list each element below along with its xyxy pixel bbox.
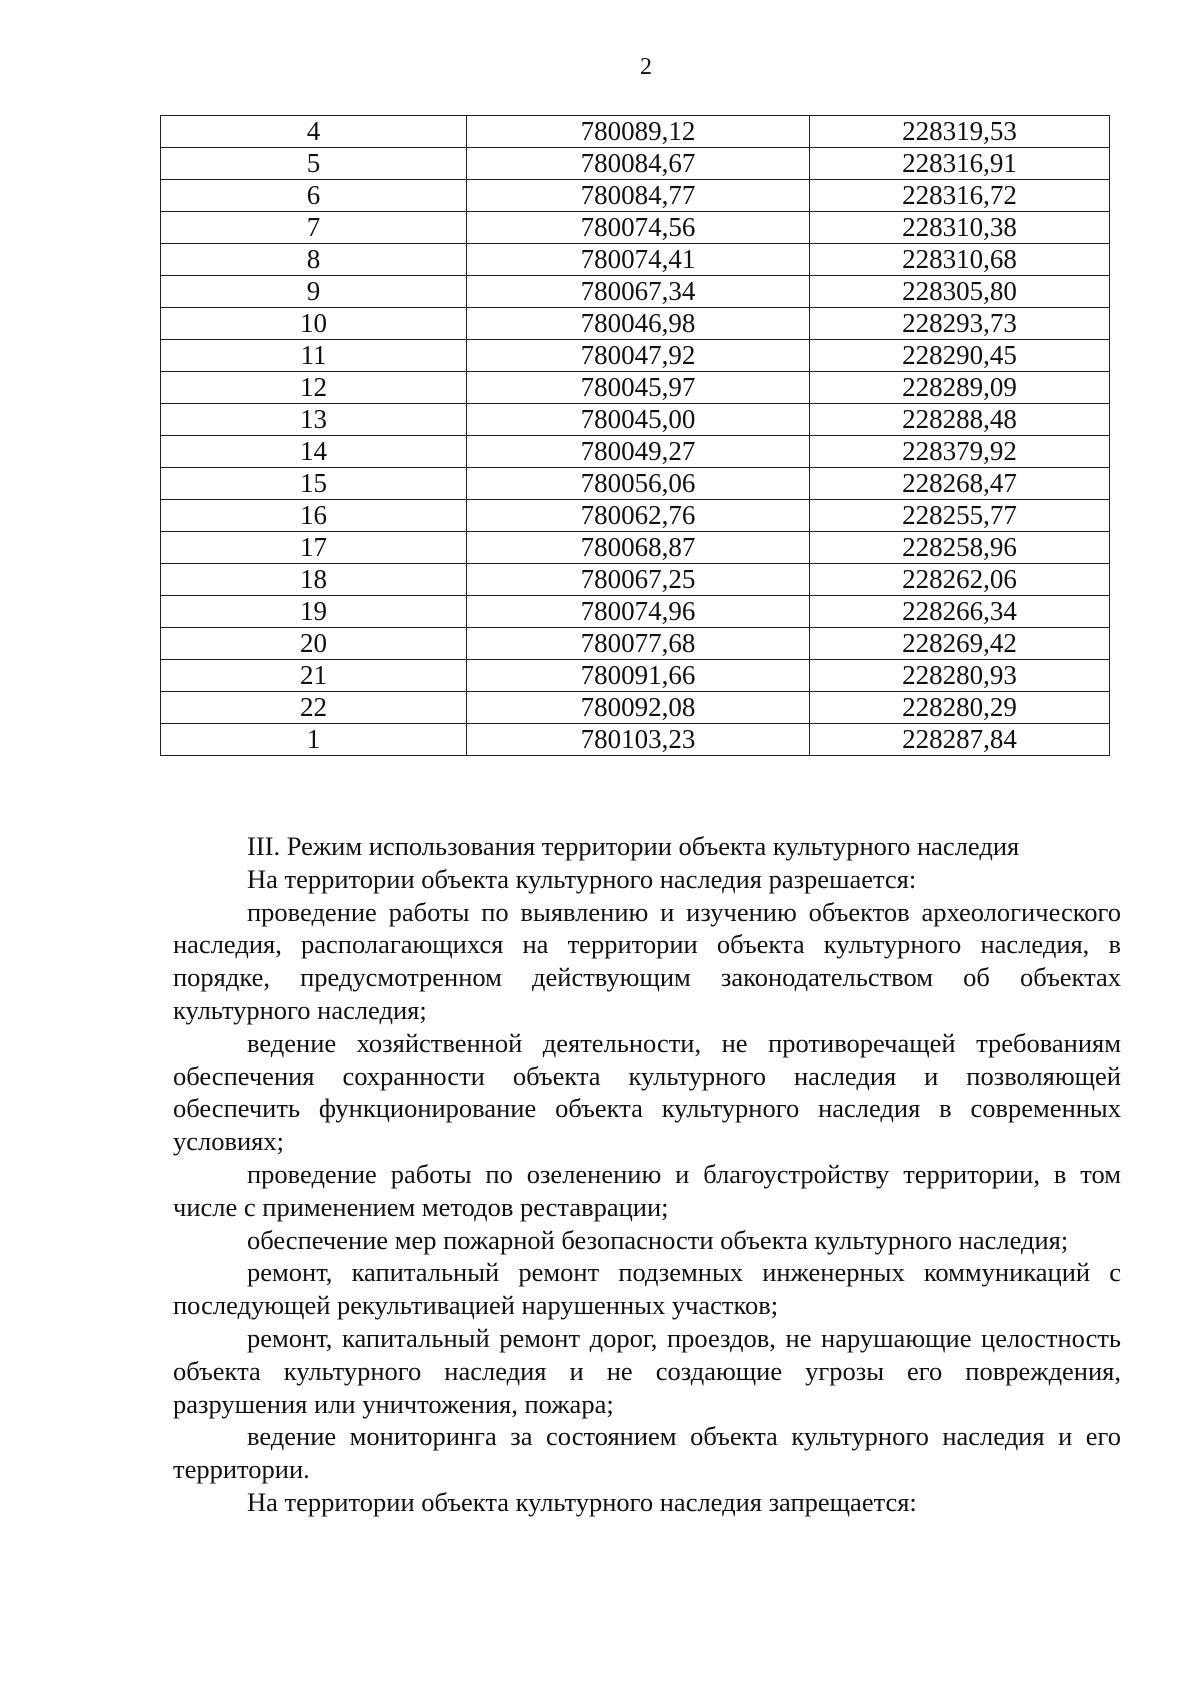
x-coordinate-cell: 780049,27 [467, 436, 810, 468]
y-coordinate-cell: 228305,80 [810, 276, 1110, 308]
y-coordinate-cell: 228280,93 [810, 660, 1110, 692]
point-number-cell: 21 [161, 660, 467, 692]
table-row [161, 724, 1110, 756]
table-row [161, 564, 1110, 596]
table-row [161, 628, 1110, 660]
point-number-cell: 10 [161, 308, 467, 340]
x-coordinate-cell: 780062,76 [467, 500, 810, 532]
y-coordinate-cell: 228288,48 [810, 404, 1110, 436]
point-number-cell: 6 [161, 180, 467, 212]
point-number-cell: 18 [161, 564, 467, 596]
x-coordinate-cell: 780089,12 [467, 116, 810, 148]
table-row [161, 212, 1110, 244]
point-number-cell: 15 [161, 468, 467, 500]
x-coordinate-cell: 780067,34 [467, 276, 810, 308]
point-number-cell: 1 [161, 724, 467, 756]
point-number-cell: 4 [161, 116, 467, 148]
section-text [173, 830, 1121, 1519]
y-coordinate-cell: 228258,96 [810, 532, 1110, 564]
y-coordinate-cell: 228287,84 [810, 724, 1110, 756]
y-coordinate-cell: 228269,42 [810, 628, 1110, 660]
y-coordinate-cell: 228266,34 [810, 596, 1110, 628]
paragraph-landscaping: проведение работы по озеленению и благоустройству территории, в том числе с применением методов реставрации; [173, 1158, 1121, 1222]
x-coordinate-cell: 780074,41 [467, 244, 810, 276]
y-coordinate-cell: 228262,06 [810, 564, 1110, 596]
point-number-cell: 7 [161, 212, 467, 244]
table-row [161, 468, 1110, 500]
table-row [161, 596, 1110, 628]
y-coordinate-cell: 228255,77 [810, 500, 1110, 532]
table-row [161, 372, 1110, 404]
paragraph-monitoring: ведение мониторинга за состоянием объекта культурного наследия и его территории. [173, 1421, 1121, 1485]
y-coordinate-cell: 228290,45 [810, 340, 1110, 372]
point-number-cell: 9 [161, 276, 467, 308]
table-row [161, 276, 1110, 308]
page-number: 2 [640, 54, 652, 80]
paragraph-roads-repair: ремонт, капитальный ремонт дорог, проездов, не нарушающие целостность объекта культурного наследия и не создающие угрозы его повреждения, разрушения или уничтожения, пожара; [173, 1322, 1121, 1419]
paragraph-archaeological-work: проведение работы по выявлению и изучению объектов археологического наследия, располагающихся на территории объекта культурного наследия, в порядке, предусмотренном действующим законодательством об объектах культурного наследия; [173, 896, 1121, 1025]
y-coordinate-cell: 228268,47 [810, 468, 1110, 500]
paragraph-permitted-intro: На территории объекта культурного наследия разрешается: [247, 863, 917, 894]
x-coordinate-cell: 780084,77 [467, 180, 810, 212]
x-coordinate-cell: 780077,68 [467, 628, 810, 660]
point-number-cell: 8 [161, 244, 467, 276]
point-number-cell: 11 [161, 340, 467, 372]
x-coordinate-cell: 780074,96 [467, 596, 810, 628]
coordinates-table-body [161, 116, 1110, 756]
x-coordinate-cell: 780084,67 [467, 148, 810, 180]
paragraph-utilities-repair: ремонт, капитальный ремонт подземных инженерных коммуникаций с последующей рекультивацией нарушенных участков; [173, 1257, 1121, 1321]
x-coordinate-cell: 780045,00 [467, 404, 810, 436]
table-row [161, 308, 1110, 340]
x-coordinate-cell: 780056,06 [467, 468, 810, 500]
table-row [161, 148, 1110, 180]
paragraph-prohibited-intro: На территории объекта культурного наследия запрещается: [247, 1486, 917, 1517]
point-number-cell: 16 [161, 500, 467, 532]
coordinates-table [160, 115, 1110, 756]
table-row [161, 340, 1110, 372]
point-number-cell: 20 [161, 628, 467, 660]
table-row [161, 244, 1110, 276]
table-row [161, 180, 1110, 212]
y-coordinate-cell: 228316,72 [810, 180, 1110, 212]
y-coordinate-cell: 228280,29 [810, 692, 1110, 724]
point-number-cell: 12 [161, 372, 467, 404]
table-row [161, 404, 1110, 436]
point-number-cell: 14 [161, 436, 467, 468]
x-coordinate-cell: 780103,23 [467, 724, 810, 756]
table-row [161, 116, 1110, 148]
x-coordinate-cell: 780091,66 [467, 660, 810, 692]
x-coordinate-cell: 780067,25 [467, 564, 810, 596]
y-coordinate-cell: 228310,68 [810, 244, 1110, 276]
y-coordinate-cell: 228289,09 [810, 372, 1110, 404]
y-coordinate-cell: 228293,73 [810, 308, 1110, 340]
table-row [161, 436, 1110, 468]
point-number-cell: 19 [161, 596, 467, 628]
point-number-cell: 22 [161, 692, 467, 724]
y-coordinate-cell: 228379,92 [810, 436, 1110, 468]
x-coordinate-cell: 780074,56 [467, 212, 810, 244]
point-number-cell: 17 [161, 532, 467, 564]
y-coordinate-cell: 228310,38 [810, 212, 1110, 244]
table-row [161, 692, 1110, 724]
paragraph-economic-activity: ведение хозяйственной деятельности, не противоречащей требованиям обеспечения сохранности объекта культурного наследия и позволяющей обеспечить функционирование объекта культурного наследия в современных условиях; [173, 1027, 1121, 1157]
paragraph-fire-safety: обеспечение мер пожарной безопасности объекта культурного наследия; [247, 1224, 1069, 1255]
table-row [161, 500, 1110, 532]
x-coordinate-cell: 780046,98 [467, 308, 810, 340]
table-row [161, 660, 1110, 692]
table-row [161, 532, 1110, 564]
section-heading: III. Режим использования территории объекта культурного наследия [247, 831, 1020, 861]
y-coordinate-cell: 228316,91 [810, 148, 1110, 180]
y-coordinate-cell: 228319,53 [810, 116, 1110, 148]
x-coordinate-cell: 780047,92 [467, 340, 810, 372]
x-coordinate-cell: 780068,87 [467, 532, 810, 564]
x-coordinate-cell: 780045,97 [467, 372, 810, 404]
x-coordinate-cell: 780092,08 [467, 692, 810, 724]
point-number-cell: 5 [161, 148, 467, 180]
point-number-cell: 13 [161, 404, 467, 436]
